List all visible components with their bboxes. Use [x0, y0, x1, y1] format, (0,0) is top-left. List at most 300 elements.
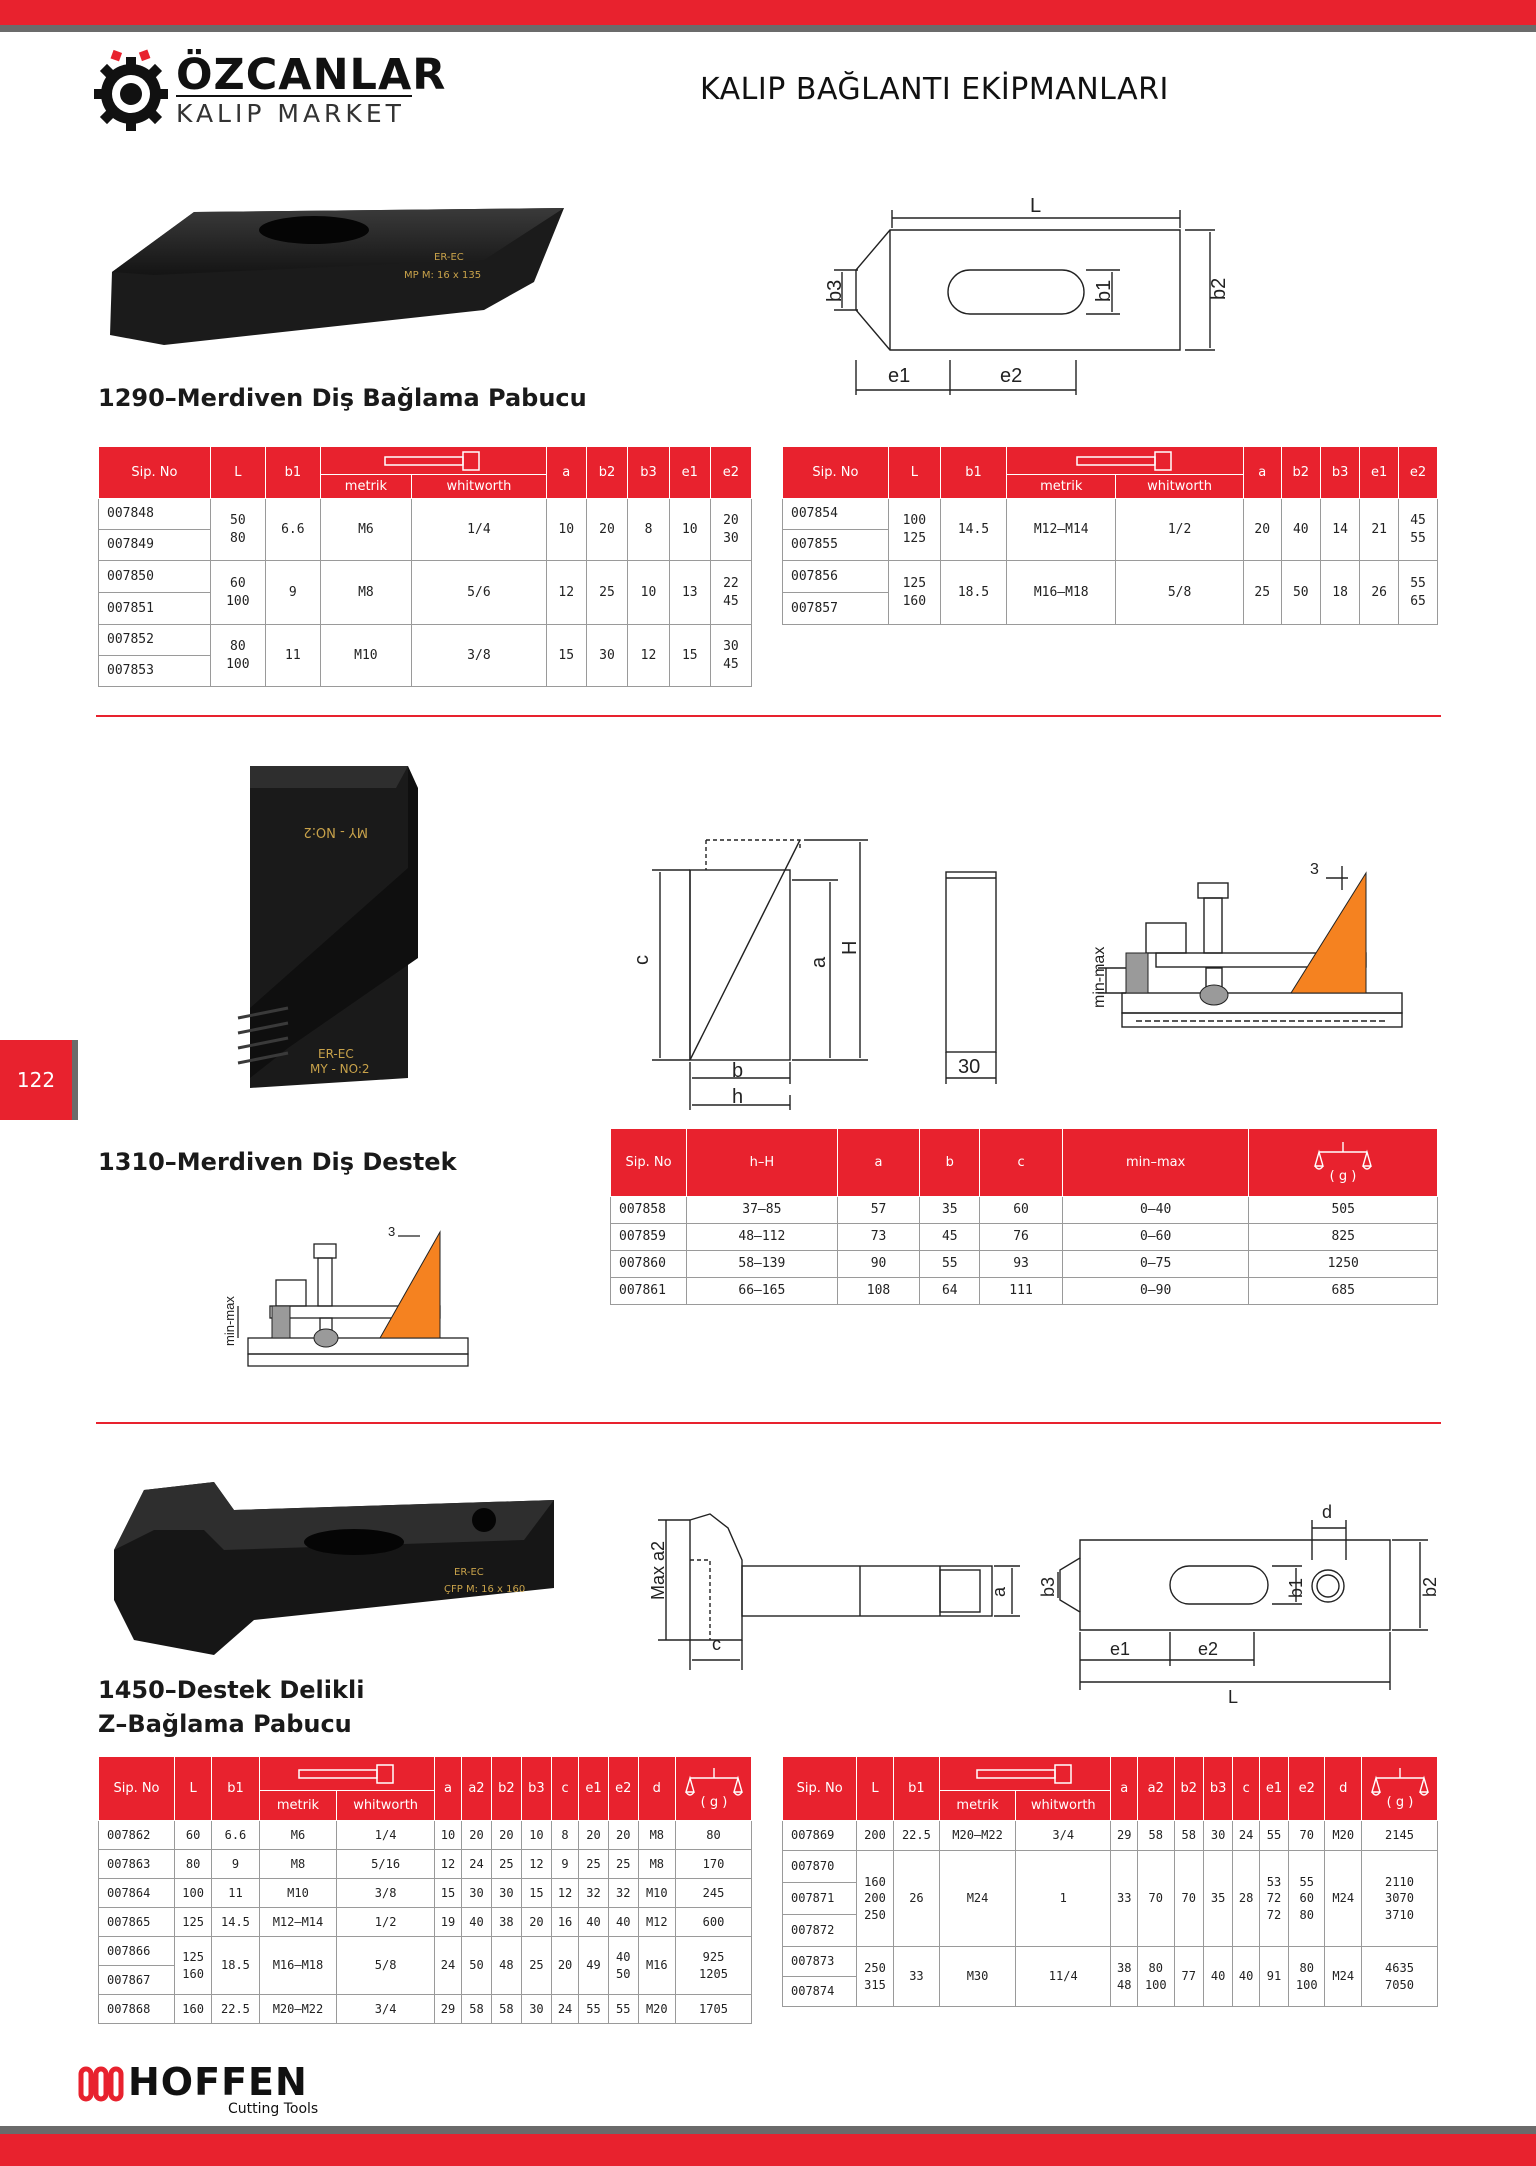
photo-2-model: MY - NO:2: [310, 1062, 370, 1076]
table-cell: 20: [1243, 499, 1281, 561]
table-cell: 57: [837, 1197, 920, 1224]
col-L: L: [210, 447, 265, 499]
drawing-1310-front: [620, 830, 880, 1120]
table-cell: 14.5: [940, 499, 1006, 561]
table-row: [99, 1821, 752, 1850]
table-cell: 20: [608, 1821, 638, 1850]
table-cell: 3/8: [337, 1879, 435, 1908]
dim-e2: e2: [1000, 365, 1023, 387]
table-header-cell: L: [857, 1757, 893, 1821]
drawing-1310-assembly-small: [220, 1218, 480, 1378]
table-cell: 53 72 72: [1259, 1851, 1288, 1947]
col-b2: b2: [586, 447, 628, 499]
table-header-cell: h–H: [687, 1129, 838, 1197]
table-row: [99, 1937, 752, 1966]
table-cell: 80 100: [210, 625, 265, 687]
table-cell: 37–85: [687, 1197, 838, 1224]
table-cell: 11: [265, 625, 320, 687]
table-cell: 55: [920, 1251, 980, 1278]
table-cell: 007859: [611, 1224, 687, 1251]
dim-L: L: [1228, 1687, 1239, 1707]
table-header-cell: [1362, 1757, 1438, 1821]
table-header-cell: e2: [1399, 447, 1438, 499]
table-cell: 40: [1281, 499, 1320, 561]
table-cell: 20: [462, 1821, 492, 1850]
top-bar: [0, 0, 1536, 32]
table-row: [611, 1278, 1438, 1305]
table-header-cell: Sip. No: [783, 447, 889, 499]
table-cell: 22 45: [710, 561, 751, 625]
table-cell: 40: [608, 1908, 638, 1937]
table-cell: 007874: [783, 1977, 857, 2007]
dim-e1: e1: [1110, 1639, 1131, 1659]
table-cell: M24: [940, 1851, 1016, 1947]
table-cell: 40: [579, 1908, 609, 1937]
table-cell: 16: [551, 1908, 578, 1937]
table-row: [99, 561, 752, 593]
table-cell: 0–75: [1062, 1251, 1249, 1278]
table-cell: 200: [857, 1821, 893, 1851]
table-cell: 3/8: [412, 625, 547, 687]
table-cell: 50: [462, 1937, 492, 1995]
dim-b2: b2: [1208, 277, 1230, 300]
table-cell: 1705: [676, 1995, 752, 2024]
table-cell: 80: [676, 1821, 752, 1850]
table-cell: 24: [434, 1937, 461, 1995]
weight-scale-icon: [1370, 1766, 1430, 1812]
bolt-icon: [297, 1763, 397, 1785]
table-cell: 007848: [99, 499, 211, 530]
table-cell: 007858: [611, 1197, 687, 1224]
table-cell: 30: [521, 1995, 551, 2024]
table-cell: 20: [491, 1821, 521, 1850]
table-cell: 100 125: [888, 499, 940, 561]
bolt-icon: [1075, 451, 1175, 471]
table-cell: 66–165: [687, 1278, 838, 1305]
table-cell: 14: [1320, 499, 1359, 561]
dim-d: d: [1322, 1502, 1333, 1522]
table-cell: 80: [174, 1850, 211, 1879]
table-cell: 58: [462, 1995, 492, 2024]
table-cell: 29: [434, 1995, 461, 2024]
table-cell: 93: [980, 1251, 1063, 1278]
table-cell: 13: [669, 561, 710, 625]
section-divider: [96, 1422, 1441, 1424]
table-cell: 70: [1138, 1851, 1174, 1947]
dim-L: L: [1030, 195, 1042, 217]
table-cell: 40: [1203, 1947, 1232, 2007]
table-cell: 25: [521, 1937, 551, 1995]
table-cell: 007866: [99, 1937, 175, 1966]
photo-2-model-mirror: MY - NO:2: [303, 824, 368, 839]
table-cell: 007869: [783, 1821, 857, 1851]
table-row: [99, 1879, 752, 1908]
table-cell: 600: [676, 1908, 752, 1937]
table-1450-right: [782, 1756, 1438, 2007]
table-cell: 14.5: [212, 1908, 259, 1937]
bottom-bar: [0, 2126, 1536, 2166]
table-cell: 007870: [783, 1851, 857, 1883]
col-e2: e2: [710, 447, 751, 499]
table-header-cell: c: [980, 1129, 1063, 1197]
dim-h: h: [732, 1086, 744, 1108]
drawing-label: ( g ): [1329, 1168, 1357, 1184]
table-cell: 25: [491, 1850, 521, 1879]
table-cell: 007868: [99, 1995, 175, 2024]
table-cell: 26: [893, 1851, 939, 1947]
table-header-cell: [259, 1757, 434, 1791]
table-cell: 32: [608, 1879, 638, 1908]
table-cell: 80 100: [1289, 1947, 1325, 2007]
table-cell: 1/2: [1116, 499, 1244, 561]
table-cell: 007851: [99, 593, 211, 625]
table-row: [783, 447, 1438, 475]
table-cell: 60: [174, 1821, 211, 1850]
table-header-cell: b2: [1281, 447, 1320, 499]
table-cell: 0–60: [1062, 1224, 1249, 1251]
table-cell: 55: [608, 1995, 638, 2024]
table-header-cell: d: [638, 1757, 675, 1821]
table-cell: M20: [1325, 1821, 1362, 1851]
table-cell: 0–90: [1062, 1278, 1249, 1305]
table-row: [99, 1757, 752, 1791]
table-header-cell: b3: [1320, 447, 1359, 499]
drawing-1450-side: [650, 1500, 1030, 1660]
table-cell: 925 1205: [676, 1937, 752, 1995]
table-cell: 10: [669, 499, 710, 561]
table-cell: 58: [491, 1995, 521, 2024]
dim-H: H: [839, 940, 861, 955]
table-header-cell: [1007, 447, 1244, 475]
table-row: [783, 1947, 1438, 1977]
table-cell: 50 80: [210, 499, 265, 561]
table-1290-right: [782, 446, 1438, 625]
table-cell: 12: [434, 1850, 461, 1879]
table-header-cell: b1: [940, 447, 1006, 499]
section-title-1450-line1: 1450–Destek Delikli: [98, 1676, 365, 1704]
dim-b3: b3: [824, 279, 846, 302]
table-1450-left: [98, 1756, 752, 2024]
table-cell: 5/8: [337, 1937, 435, 1995]
table-cell: 24: [462, 1850, 492, 1879]
table-cell: 505: [1249, 1197, 1438, 1224]
dim-a: a: [808, 956, 830, 968]
table-cell: 6.6: [265, 499, 320, 561]
table-cell: 40 50: [608, 1937, 638, 1995]
dim-b2: b2: [1420, 1576, 1440, 1597]
table-cell: 58–139: [687, 1251, 838, 1278]
table-cell: 12: [551, 1879, 578, 1908]
product-photo-1310: [228, 758, 418, 1098]
table-cell: 12: [546, 561, 586, 625]
table-cell: 76: [980, 1224, 1063, 1251]
table-cell: 160 200 250: [857, 1851, 893, 1947]
table-cell: 9: [551, 1850, 578, 1879]
product-photo-1290: [104, 160, 574, 350]
table-cell: 48: [491, 1937, 521, 1995]
table-cell: M24: [1325, 1851, 1362, 1947]
table-cell: M8: [638, 1821, 675, 1850]
section-title-1450-line2: Z–Bağlama Pabucu: [98, 1710, 352, 1738]
table-cell: 40: [1233, 1947, 1260, 2007]
table-header-cell: c: [1233, 1757, 1260, 1821]
table-cell: 55: [1259, 1821, 1288, 1851]
table-cell: 60: [980, 1197, 1063, 1224]
table-cell: 40: [462, 1908, 492, 1937]
table-cell: 25: [579, 1850, 609, 1879]
table-cell: 28: [1233, 1851, 1260, 1947]
table-header-cell: b1: [893, 1757, 939, 1821]
photo-3-model: ÇFP M: 16 x 160: [444, 1584, 526, 1595]
table-cell: 007854: [783, 499, 889, 530]
table-cell: 100: [174, 1879, 211, 1908]
table-header-cell: a: [434, 1757, 461, 1821]
table-header-cell: metrik: [1007, 475, 1116, 499]
table-cell: 3/4: [337, 1995, 435, 2024]
table-cell: 4635 7050: [1362, 1947, 1438, 2007]
table-cell: 160: [174, 1995, 211, 2024]
table-cell: 38: [491, 1908, 521, 1937]
table-cell: 10: [546, 499, 586, 561]
dim-3: 3: [1310, 861, 1319, 878]
table-cell: 30: [491, 1879, 521, 1908]
table-header-cell: whitworth: [337, 1791, 435, 1821]
table-cell: 5/8: [1116, 561, 1244, 625]
table-cell: M6: [259, 1821, 337, 1850]
table-cell: 15: [434, 1879, 461, 1908]
table-cell: 32: [579, 1879, 609, 1908]
weight-scale-icon: [1313, 1140, 1373, 1186]
table-cell: 49: [579, 1937, 609, 1995]
table-cell: 007867: [99, 1966, 175, 1995]
table-header-cell: Sip. No: [611, 1129, 687, 1197]
table-cell: 125: [174, 1908, 211, 1937]
table-cell: 825: [1249, 1224, 1438, 1251]
table-cell: 18.5: [940, 561, 1006, 625]
table-cell: 5/6: [412, 561, 547, 625]
col-metrik: metrik: [320, 475, 411, 499]
table-header-cell: a: [837, 1129, 920, 1197]
table-cell: 007864: [99, 1879, 175, 1908]
table-cell: 007863: [99, 1850, 175, 1879]
table-header-cell: b3: [1203, 1757, 1232, 1821]
table-header-cell: b2: [1174, 1757, 1203, 1821]
table-row: [99, 625, 752, 656]
brand-name: ÖZCANLAR: [176, 50, 447, 100]
table-header-cell: b3: [521, 1757, 551, 1821]
hoffen-logo-icon: [78, 2066, 124, 2102]
dim-e1: e1: [888, 365, 911, 387]
table-cell: 20: [586, 499, 628, 561]
table-1290-left: [98, 446, 752, 687]
table-cell: 111: [980, 1278, 1063, 1305]
col-bolt: [320, 447, 546, 475]
dim-minmax: min-max: [1091, 946, 1108, 1008]
table-cell: 1250: [1249, 1251, 1438, 1278]
bolt-icon: [975, 1763, 1075, 1785]
table-cell: 70: [1289, 1821, 1325, 1851]
table-row: [99, 1908, 752, 1937]
table-row: [99, 499, 752, 530]
table-cell: M10: [638, 1879, 675, 1908]
table-header-cell: a2: [1138, 1757, 1174, 1821]
dim-b1: b1: [1286, 1577, 1306, 1598]
col-e1: e1: [669, 447, 710, 499]
table-header-cell: whitworth: [1116, 475, 1244, 499]
table-cell: 007849: [99, 530, 211, 561]
dim-b3: b3: [1038, 1576, 1058, 1597]
section-title-1310: 1310–Merdiven Diş Destek: [98, 1148, 457, 1176]
table-cell: 2110 3070 3710: [1362, 1851, 1438, 1947]
drawing-label: ( g ): [700, 1794, 727, 1810]
table-cell: M10: [259, 1879, 337, 1908]
table-cell: 20 30: [710, 499, 751, 561]
table-cell: 9: [265, 561, 320, 625]
table-cell: 007873: [783, 1947, 857, 1977]
table-header-cell: e1: [1360, 447, 1399, 499]
table-cell: 6.6: [212, 1821, 259, 1850]
drawing-label: min-max: [222, 1296, 237, 1346]
table-cell: M16–M18: [1007, 561, 1116, 625]
table-cell: 58: [1138, 1821, 1174, 1851]
table-cell: 1/2: [337, 1908, 435, 1937]
dim-b: b: [732, 1060, 744, 1082]
table-cell: 12: [628, 625, 670, 687]
table-cell: 33: [1111, 1851, 1138, 1947]
table-cell: M20–M22: [940, 1821, 1016, 1851]
table-row: [611, 1197, 1438, 1224]
table-cell: 12: [521, 1850, 551, 1879]
table-header-cell: a2: [462, 1757, 492, 1821]
table-row: [783, 1757, 1438, 1791]
table-cell: 170: [676, 1850, 752, 1879]
table-header-cell: a: [1243, 447, 1281, 499]
table-header-cell: metrik: [259, 1791, 337, 1821]
table-cell: 0–40: [1062, 1197, 1249, 1224]
table-row: [611, 1224, 1438, 1251]
table-cell: 20: [579, 1821, 609, 1850]
table-cell: 685: [1249, 1278, 1438, 1305]
table-cell: 50: [1281, 561, 1320, 625]
table-cell: 007855: [783, 530, 889, 561]
table-cell: 2145: [1362, 1821, 1438, 1851]
table-header-cell: min–max: [1062, 1129, 1249, 1197]
table-header-cell: d: [1325, 1757, 1362, 1821]
table-cell: 8: [628, 499, 670, 561]
col-whitworth: whitworth: [412, 475, 547, 499]
table-cell: 007871: [783, 1883, 857, 1915]
table-cell: 58: [1174, 1821, 1203, 1851]
table-cell: 007860: [611, 1251, 687, 1278]
table-cell: 60 100: [210, 561, 265, 625]
table-cell: 22.5: [893, 1821, 939, 1851]
table-cell: M30: [940, 1947, 1016, 2007]
photo-2-brand: ER-EC: [318, 1047, 354, 1061]
dim-b1: b1: [1093, 279, 1115, 302]
col-sip: Sip. No: [99, 447, 211, 499]
table-cell: M20: [638, 1995, 675, 2024]
table-row: [783, 1851, 1438, 1883]
table-cell: M12–M14: [1007, 499, 1116, 561]
table-cell: 64: [920, 1278, 980, 1305]
dim-c: c: [712, 1634, 721, 1654]
table-cell: 30: [462, 1879, 492, 1908]
table-cell: 21: [1360, 499, 1399, 561]
table-cell: 70: [1174, 1851, 1203, 1947]
gear-logo-icon: [94, 48, 168, 132]
table-header-cell: Sip. No: [783, 1757, 857, 1821]
table-cell: 30: [586, 625, 628, 687]
col-a: a: [546, 447, 586, 499]
section-divider: [96, 715, 1441, 717]
table-header-cell: whitworth: [1016, 1791, 1111, 1821]
table-cell: 007865: [99, 1908, 175, 1937]
table-cell: 5/16: [337, 1850, 435, 1879]
table-cell: 10: [434, 1821, 461, 1850]
table-cell: M20–M22: [259, 1995, 337, 2024]
table-cell: 33: [893, 1947, 939, 2007]
drawing-1290: [824, 190, 1250, 410]
table-cell: 250 315: [857, 1947, 893, 2007]
dim-c: c: [631, 955, 653, 965]
table-cell: M8: [320, 561, 411, 625]
table-cell: 55 60 80: [1289, 1851, 1325, 1947]
table-cell: 125 160: [174, 1937, 211, 1995]
table-cell: M24: [1325, 1947, 1362, 2007]
table-cell: 11/4: [1016, 1947, 1111, 2007]
table-cell: 007872: [783, 1915, 857, 1947]
brand-sub: KALIP MARKET: [176, 95, 412, 128]
table-1310: [610, 1128, 1438, 1305]
footer-sub: Cutting Tools: [228, 2101, 319, 2117]
table-cell: 007853: [99, 656, 211, 687]
table-cell: 3/4: [1016, 1821, 1111, 1851]
section-title-1290: 1290–Merdiven Diş Bağlama Pabucu: [98, 384, 587, 412]
drawing-label: ( g ): [1386, 1794, 1413, 1810]
table-row: [611, 1129, 1438, 1197]
table-cell: 55: [579, 1995, 609, 2024]
drawing-1310-side: [940, 868, 1010, 1088]
table-cell: 9: [212, 1850, 259, 1879]
table-cell: M8: [259, 1850, 337, 1879]
table-cell: M16: [638, 1937, 675, 1995]
footer-brand: HOFFEN: [128, 2060, 308, 2104]
table-cell: 007857: [783, 593, 889, 625]
table-cell: 38 48: [1111, 1947, 1138, 2007]
table-header-cell: metrik: [940, 1791, 1016, 1821]
table-cell: 35: [1203, 1851, 1232, 1947]
table-cell: M6: [320, 499, 411, 561]
table-cell: 007856: [783, 561, 889, 593]
table-cell: 35: [920, 1197, 980, 1224]
table-header-cell: e1: [1259, 1757, 1288, 1821]
table-cell: 45: [920, 1224, 980, 1251]
table-row: [99, 447, 752, 475]
table-cell: 11: [212, 1879, 259, 1908]
table-cell: 77: [1174, 1947, 1203, 2007]
table-row: [783, 1821, 1438, 1851]
table-row: [99, 1995, 752, 2024]
col-b3: b3: [628, 447, 670, 499]
table-cell: 18: [1320, 561, 1359, 625]
photo-1-brand: ER-EC: [434, 252, 464, 263]
table-cell: 18.5: [212, 1937, 259, 1995]
table-cell: 73: [837, 1224, 920, 1251]
table-cell: 24: [1233, 1821, 1260, 1851]
table-header-cell: b: [920, 1129, 980, 1197]
table-cell: 20: [521, 1908, 551, 1937]
photo-1-model: MP M: 16 x 135: [404, 270, 482, 281]
